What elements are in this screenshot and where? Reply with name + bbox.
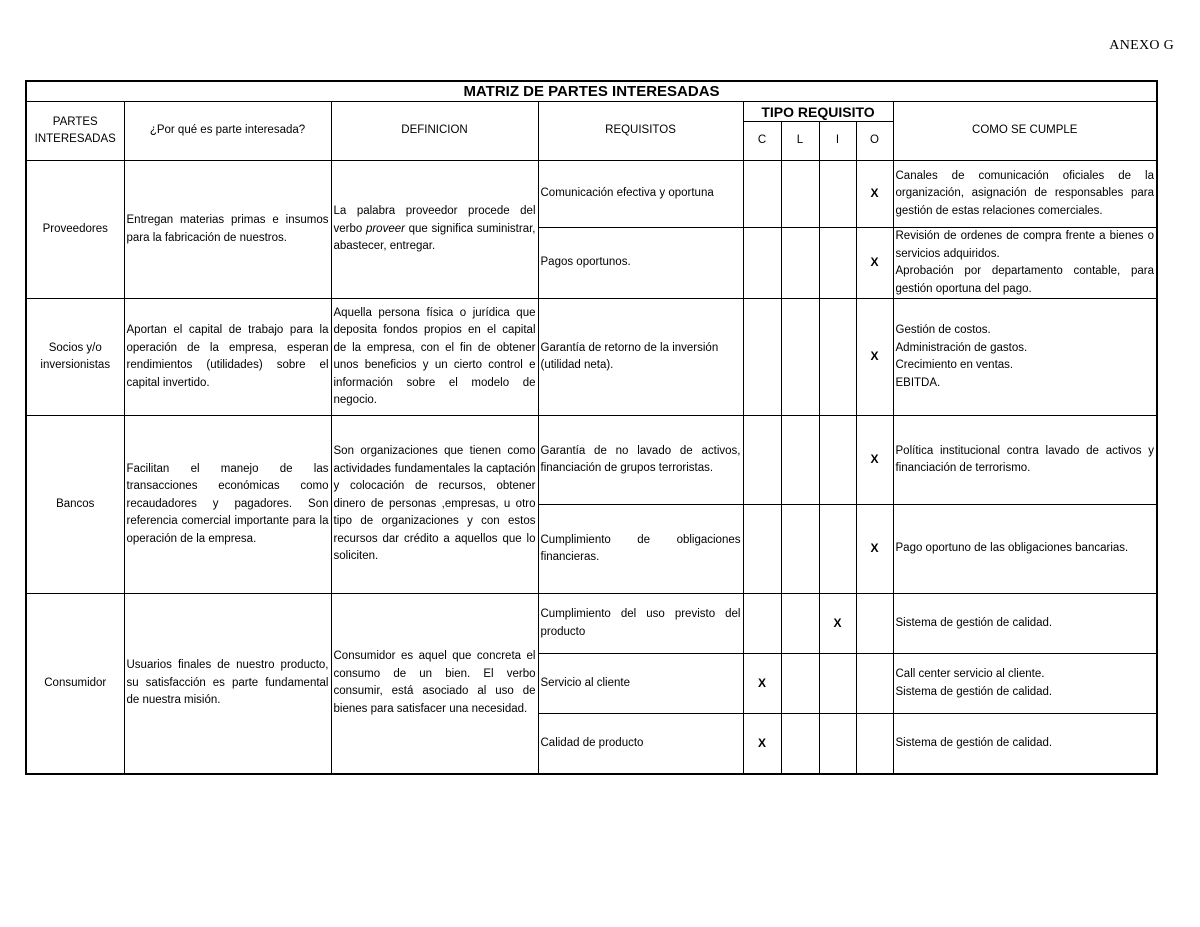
compliance-line: Sistema de gestión de calidad. [895,685,1053,698]
requirement-cell: Cumplimiento del uso previsto del producto [538,594,743,654]
type-i-cell [819,654,856,714]
header-compliance: COMO SE CUMPLE [893,102,1157,161]
definition-cell: Son organizaciones que tienen como actividades fundamentales la captación y colocación de recursos, obtener dinero de personas ,empresas, u otro tipo de organizaciones y con estos recursos dar crédito a aquellos que lo soliciten. [331,416,538,594]
type-o-cell: X [856,416,893,505]
compliance-cell [893,654,1157,714]
compliance-line: Crecimiento en ventas. [895,359,1014,371]
why-cell: Facilitan el manejo de las transacciones económicas como recaudadores y pagadores. Son referencia comercial importante para la operación de la empresa. [124,416,331,594]
type-i-cell [819,228,856,299]
definition-emphasis: proveer [365,222,405,235]
header-type-l: L [781,122,819,161]
compliance-cell [893,228,1157,299]
type-o-cell [856,654,893,714]
why-cell: Usuarios finales de nuestro producto, su satisfacción es parte fundamental de nuestra misión. [124,594,331,774]
type-o-cell: X [856,228,893,299]
type-l-cell [781,594,819,654]
compliance-cell: Política institucional contra lavado de activos y financiación de terrorismo. [893,416,1157,505]
header-parties: PARTES INTERESADAS [26,102,124,161]
header-type-o: O [856,122,893,161]
type-c-cell [743,505,781,594]
header-definition: DEFINICION [331,102,538,161]
annex-label: ANEXO G [1109,38,1174,53]
type-l-cell [781,654,819,714]
party-cell: Bancos [26,416,124,594]
compliance-cell: Pago oportuno de las obligaciones bancarias. [893,505,1157,594]
requirement-cell: Pagos oportunos. [538,228,743,299]
header-type-c: C [743,122,781,161]
compliance-cell [893,299,1157,416]
type-i-cell [819,505,856,594]
compliance-cell: Sistema de gestión de calidad. [893,714,1157,774]
type-o-cell: X [856,299,893,416]
type-l-cell [781,299,819,416]
party-cell: Socios y/o inversionistas [26,299,124,416]
type-l-cell [781,228,819,299]
header-type-i: I [819,122,856,161]
type-i-cell: X [819,594,856,654]
requirement-cell: Garantía de no lavado de activos, financiación de grupos terroristas. [538,416,743,505]
compliance-line: Revisión de ordenes de compra frente a bienes o servicios adquiridos. [895,230,1154,260]
type-c-cell [743,161,781,228]
definition-text: La palabra proveedor procede del verbo [333,205,536,235]
header-requirements: REQUISITOS [538,102,743,161]
type-i-cell [819,299,856,416]
type-l-cell [781,416,819,505]
requirement-cell: Cumplimiento de obligaciones financieras. [538,505,743,594]
definition-cell [331,161,538,299]
requirement-cell: Garantía de retorno de la inversión (utilidad neta). [538,299,743,416]
type-c-cell: X [743,654,781,714]
requirement-cell: Comunicación efectiva y oportuna [538,161,743,228]
compliance-line: EBITDA. [895,376,941,389]
type-o-cell [856,714,893,774]
type-l-cell [781,161,819,228]
party-cell: Proveedores [26,161,124,299]
requirement-cell: Servicio al cliente [538,654,743,714]
type-o-cell: X [856,161,893,228]
party-cell: Consumidor [26,594,124,774]
type-o-cell: X [856,505,893,594]
definition-cell: Consumidor es aquel que concreta el consumo de un bien. El verbo consumir, está asociado al uso de bienes para satisfacer una necesidad. [331,594,538,774]
type-o-cell [856,594,893,654]
compliance-cell: Canales de comunicación oficiales de la organización, asignación de responsables para gestión de estas relaciones comerciales. [893,161,1157,228]
compliance-line: Gestión de costos. [895,324,991,336]
definition-cell: Aquella persona física o jurídica que deposita fondos propios en el capital de la empresa, con el fin de obtener unos beneficios y un cierto control e información sobre el modelo de negocio. [331,299,538,416]
requirement-cell: Calidad de producto [538,714,743,774]
definition-text: que significa suministrar, abastecer, entregar. [333,222,536,253]
compliance-cell: Sistema de gestión de calidad. [893,594,1157,654]
type-l-cell [781,714,819,774]
compliance-line: Call center servicio al cliente. [895,668,1045,680]
matrix-title: MATRIZ DE PARTES INTERESADAS [26,81,1157,102]
compliance-line: Aprobación por departamento contable, para gestión oportuna del pago. [895,265,1154,295]
header-why: ¿Por qué es parte interesada? [124,102,331,161]
compliance-line: Administración de gastos. [895,341,1028,354]
type-c-cell [743,416,781,505]
type-c-cell [743,594,781,654]
type-c-cell [743,228,781,299]
header-requirement-type: TIPO REQUISITO [743,102,893,122]
type-c-cell: X [743,714,781,774]
type-c-cell [743,299,781,416]
type-i-cell [819,416,856,505]
type-i-cell [819,714,856,774]
why-cell: Aportan el capital de trabajo para la operación de la empresa, esperan rendimientos (utilidades) sobre el capital invertido. [124,299,331,416]
why-cell: Entregan materias primas e insumos para la fabricación de nuestros. [124,161,331,299]
type-i-cell [819,161,856,228]
stakeholder-matrix [25,80,1158,775]
type-l-cell [781,505,819,594]
